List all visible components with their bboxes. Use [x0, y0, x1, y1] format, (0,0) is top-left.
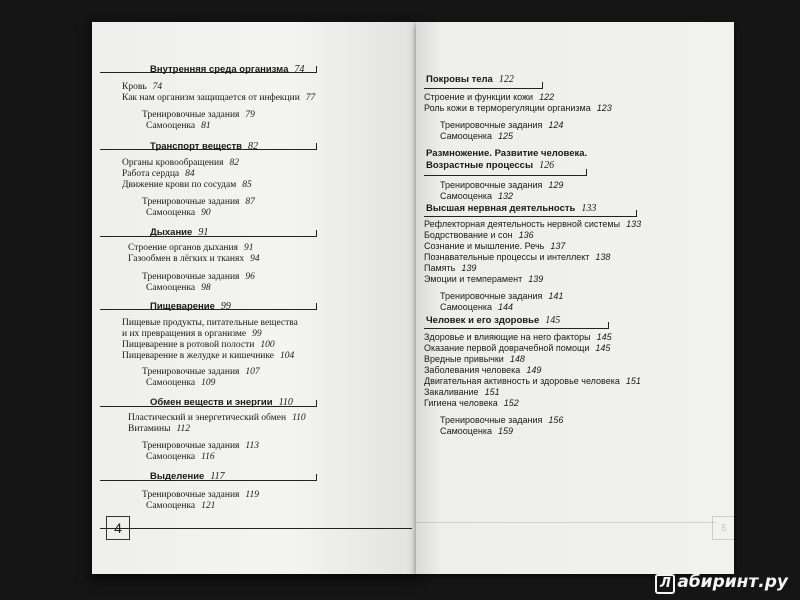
toc-line: Тренировочные задания 96	[142, 272, 255, 282]
toc-line: Тренировочные задания 87	[142, 197, 255, 207]
section-heading: Транспорт веществ 82	[150, 141, 259, 152]
toc-line: Самооценка 109	[146, 378, 216, 388]
section-heading: Дыхание 91	[150, 227, 209, 238]
section-heading-line2: Возрастные процессы 126	[426, 160, 555, 171]
toc-line: Двигательная активность и здоровье человека 151	[424, 376, 641, 386]
toc-line: Тренировочные задания 124	[440, 120, 564, 130]
section-rule	[100, 230, 317, 237]
toc-line: Строение и функции кожи 122	[424, 92, 555, 102]
labirint-watermark: Л абиринт.ру	[655, 572, 788, 594]
toc-line: Познавательные процессы и интеллект 138	[424, 252, 611, 262]
section-heading: Выделение 117	[150, 471, 225, 482]
toc-line: Строение органов дыхания 91	[128, 243, 254, 253]
toc-line: Самооценка 90	[146, 208, 211, 218]
toc-line: Тренировочные задания 129	[440, 180, 564, 190]
toc-line: и их превращения в организме 99	[122, 329, 262, 339]
toc-line: Пищеварение в желудке и кишечнике 104	[122, 351, 295, 361]
toc-line: Оказание первой доврачебной помощи 145	[424, 343, 611, 353]
labirint-logo-icon: Л	[655, 574, 675, 594]
section-heading: Человек и его здоровье 145	[426, 315, 561, 326]
toc-line: Эмоции и темперамент 139	[424, 274, 544, 284]
toc-line: Самооценка 159	[440, 426, 514, 436]
toc-line: Газообмен в лёгких и тканях 94	[128, 254, 260, 264]
toc-line: Самооценка 132	[440, 191, 514, 201]
toc-line: Тренировочные задания 107	[142, 367, 260, 377]
page-number: 4	[106, 516, 130, 540]
toc-line: Сознание и мышление. Речь 137	[424, 241, 566, 251]
toc-line: Работа сердца 84	[122, 169, 195, 179]
toc-line: Память 139	[424, 263, 477, 273]
section-heading: Покровы тела 122	[426, 74, 514, 85]
toc-line: Бодрствование и сон 136	[424, 230, 534, 240]
toc-line: Движение крови по сосудам 85	[122, 180, 252, 190]
toc-line: Самооценка 98	[146, 283, 211, 293]
toc-line: Самооценка 81	[146, 121, 211, 131]
toc-line: Тренировочные задания 113	[142, 441, 259, 451]
toc-line: Тренировочные задания 156	[440, 415, 564, 425]
section-heading: Внутренняя среда организма 74	[150, 64, 305, 75]
toc-line: Закаливание 151	[424, 387, 500, 397]
toc-line: Тренировочные задания 119	[142, 490, 259, 500]
toc-line: Самооценка 144	[440, 302, 514, 312]
toc-line: Самооценка 121	[146, 501, 216, 511]
toc-line: Самооценка 125	[440, 131, 514, 141]
page-number: 5	[712, 516, 736, 540]
section-heading: Обмен веществ и энергии 110	[150, 397, 293, 408]
toc-line: Тренировочные задания 79	[142, 110, 255, 120]
toc-line: Пищевые продукты, питательные вещества	[122, 318, 298, 328]
toc-line: Рефлекторная деятельность нервной системы 133	[424, 219, 642, 229]
right-page	[416, 22, 734, 574]
section-heading: Высшая нервная деятельность 133	[426, 203, 597, 214]
toc-line: Тренировочные задания 141	[440, 291, 564, 301]
toc-line: Пластический и энергетический обмен 110	[128, 413, 306, 423]
section-heading: Размножение. Развитие человека.	[426, 148, 588, 159]
toc-line: Гигиена человека 152	[424, 398, 519, 408]
toc-line: Витамины 112	[128, 424, 191, 434]
footer-rule	[100, 522, 412, 529]
toc-line: Органы кровообращения 82	[122, 158, 239, 168]
footer-rule	[416, 522, 716, 523]
toc-line: Самооценка 116	[146, 452, 215, 462]
toc-line: Кровь 74	[122, 82, 163, 92]
left-page	[92, 22, 416, 574]
toc-line: Пищеварение в ротовой полости 100	[122, 340, 275, 350]
toc-line: Заболевания человека 149	[424, 365, 542, 375]
toc-line: Вредные привычки 148	[424, 354, 525, 364]
section-heading: Пищеварение 99	[150, 301, 231, 312]
toc-line: Роль кожи в терморегуляции организма 123	[424, 103, 612, 113]
toc-line: Как нам организм защищается от инфекции 77	[122, 93, 316, 103]
toc-line: Здоровье и влияющие на него факторы 145	[424, 332, 612, 342]
